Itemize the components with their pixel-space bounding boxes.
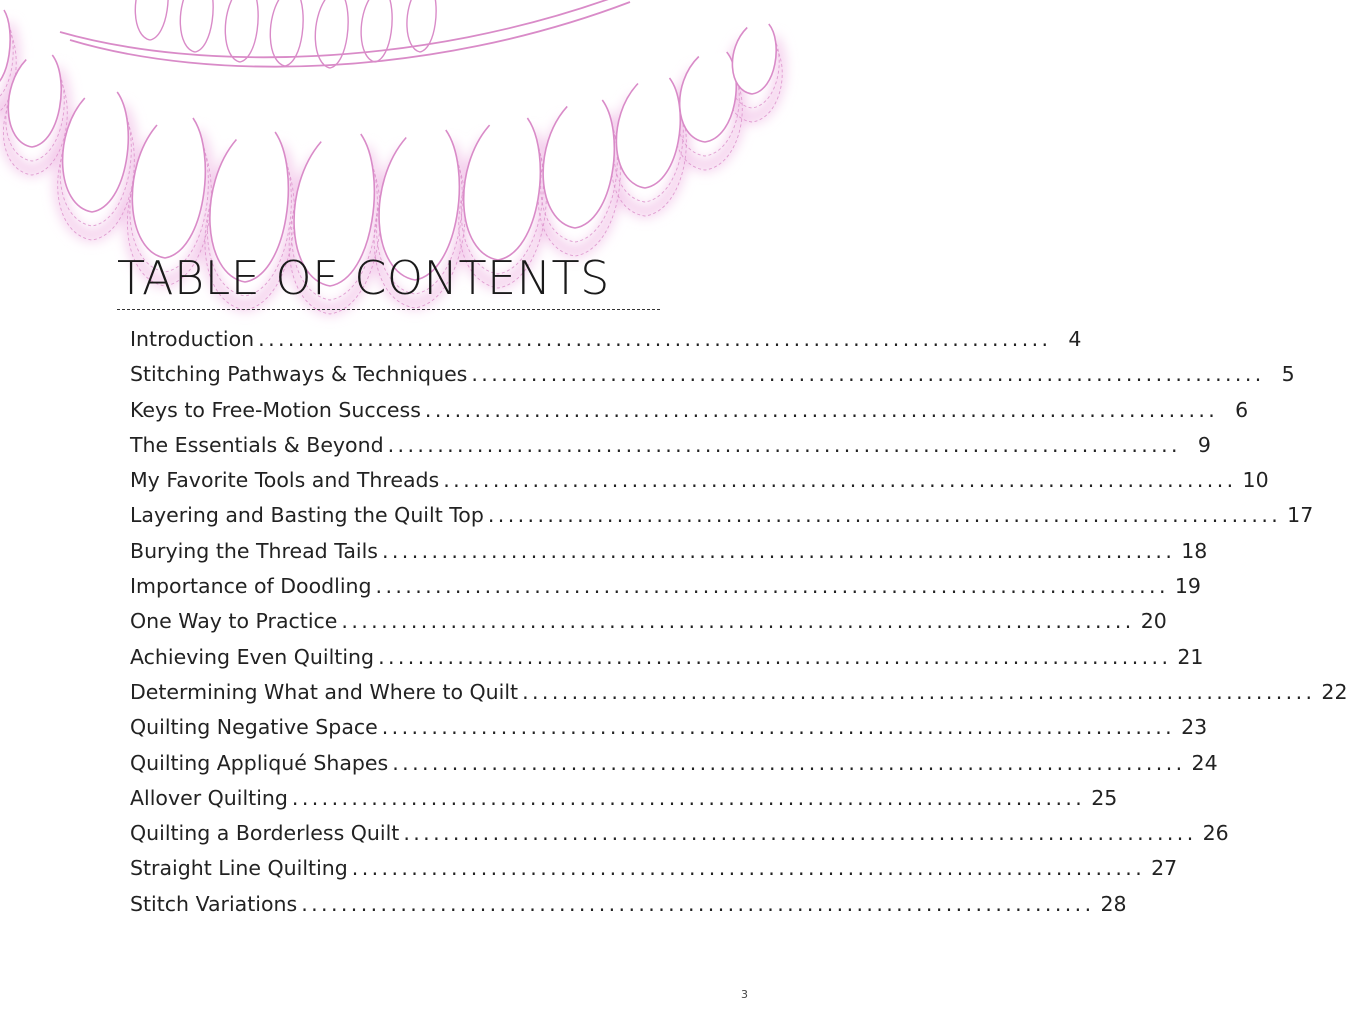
toc-leader-dots: ................................................................................ [351, 856, 1146, 881]
toc-leader-dots: ................................................................................ [291, 785, 1086, 810]
toc-entry-page: 9 [1197, 432, 1211, 457]
page-number: 3 [741, 988, 748, 1001]
toc-entry-title: Keys to Free-Motion Success [130, 397, 421, 422]
toc-leader-dots: ................................................................................ [301, 891, 1095, 916]
toc-leader-dots: ................................................................................ [424, 397, 1219, 422]
toc-entry-page: 26 [1202, 821, 1229, 846]
toc-entry-page: 23 [1181, 715, 1208, 740]
toc-entry-page: 24 [1191, 750, 1218, 775]
toc-entry-page: 5 [1281, 362, 1295, 387]
toc-leader-dots: ................................................................................ [378, 644, 1172, 669]
toc-leader-dots: ................................................................................ [471, 362, 1265, 387]
toc-entry[interactable] [130, 604, 1167, 639]
toc-entry[interactable] [130, 675, 1348, 710]
toc-entry-title: Straight Line Quilting [130, 856, 348, 881]
toc-entry[interactable] [130, 463, 1269, 498]
toc-leader-dots: ................................................................................ [487, 503, 1282, 528]
toc-entry[interactable] [130, 393, 1249, 428]
toc-entry[interactable] [130, 746, 1218, 781]
toc-entry[interactable] [130, 569, 1201, 604]
toc-entry[interactable] [130, 428, 1211, 463]
toc-leader-dots: ................................................................................ [258, 327, 1052, 351]
toc-entry-page: 28 [1100, 891, 1127, 916]
title-divider [117, 309, 660, 310]
toc-entry-page: 17 [1287, 503, 1314, 528]
toc-leader-dots: ................................................................................ [443, 468, 1237, 493]
toc-entry-title: Quilting Appliqué Shapes [130, 750, 389, 775]
toc-entry-page: 27 [1151, 856, 1178, 881]
toc-entry-page: 22 [1321, 679, 1348, 704]
toc-entry-title: Allover Quilting [130, 785, 288, 810]
feather-motif-icon [0, 0, 777, 250]
toc-leader-dots: ................................................................................ [387, 432, 1181, 457]
toc-entry[interactable] [130, 710, 1208, 745]
toc-leader-dots: ................................................................................ [375, 574, 1169, 599]
toc-entry[interactable] [130, 816, 1229, 851]
toc-entry[interactable] [130, 357, 1295, 392]
page-title: TABLE OF CONTENTS [117, 251, 610, 305]
toc-entry-page: 6 [1235, 397, 1249, 422]
toc-entry-title: The Essentials & Beyond [130, 432, 384, 457]
toc-entry[interactable] [130, 534, 1208, 569]
toc-list [130, 322, 1348, 922]
toc-entry-title: Layering and Basting the Quilt Top [130, 503, 484, 528]
toc-entry-title: Determining What and Where to Quilt [130, 679, 519, 704]
toc-entry-page: 25 [1091, 785, 1118, 810]
toc-entry-title: Quilting Negative Space [130, 715, 378, 740]
toc-entry[interactable] [130, 322, 1082, 357]
toc-entry-page: 18 [1181, 538, 1208, 563]
toc-entry-page: 19 [1174, 574, 1201, 599]
toc-leader-dots: ................................................................................ [403, 821, 1197, 846]
toc-entry[interactable] [130, 498, 1314, 533]
toc-entry-title: My Favorite Tools and Threads [130, 468, 440, 493]
toc-leader-dots: ................................................................................ [392, 750, 1186, 775]
toc-entry-title: Importance of Doodling [130, 574, 372, 599]
toc-entry-page: 4 [1068, 327, 1082, 351]
toc-entry[interactable] [130, 781, 1118, 816]
toc-entry-title: Stitching Pathways & Techniques [130, 362, 468, 387]
toc-entry-title: Burying the Thread Tails [130, 538, 378, 563]
toc-entry[interactable] [130, 851, 1178, 886]
toc-entry-title: Stitch Variations [130, 891, 298, 916]
toc-entry-page: 20 [1140, 609, 1167, 634]
toc-leader-dots: ................................................................................ [381, 538, 1176, 563]
toc-entry-title: Introduction [130, 327, 255, 351]
toc-entry-title: Achieving Even Quilting [130, 644, 375, 669]
toc-entry-page: 10 [1242, 468, 1269, 493]
toc-entry[interactable] [130, 640, 1204, 675]
toc-leader-dots: ................................................................................ [341, 609, 1135, 634]
toc-entry-title: One Way to Practice [130, 609, 338, 634]
toc-leader-dots: ................................................................................ [522, 679, 1316, 704]
toc-leader-dots: ................................................................................ [381, 715, 1176, 740]
toc-entry-title: Quilting a Borderless Quilt [130, 821, 400, 846]
toc-entry-page: 21 [1177, 644, 1204, 669]
toc-entry[interactable] [130, 887, 1127, 922]
